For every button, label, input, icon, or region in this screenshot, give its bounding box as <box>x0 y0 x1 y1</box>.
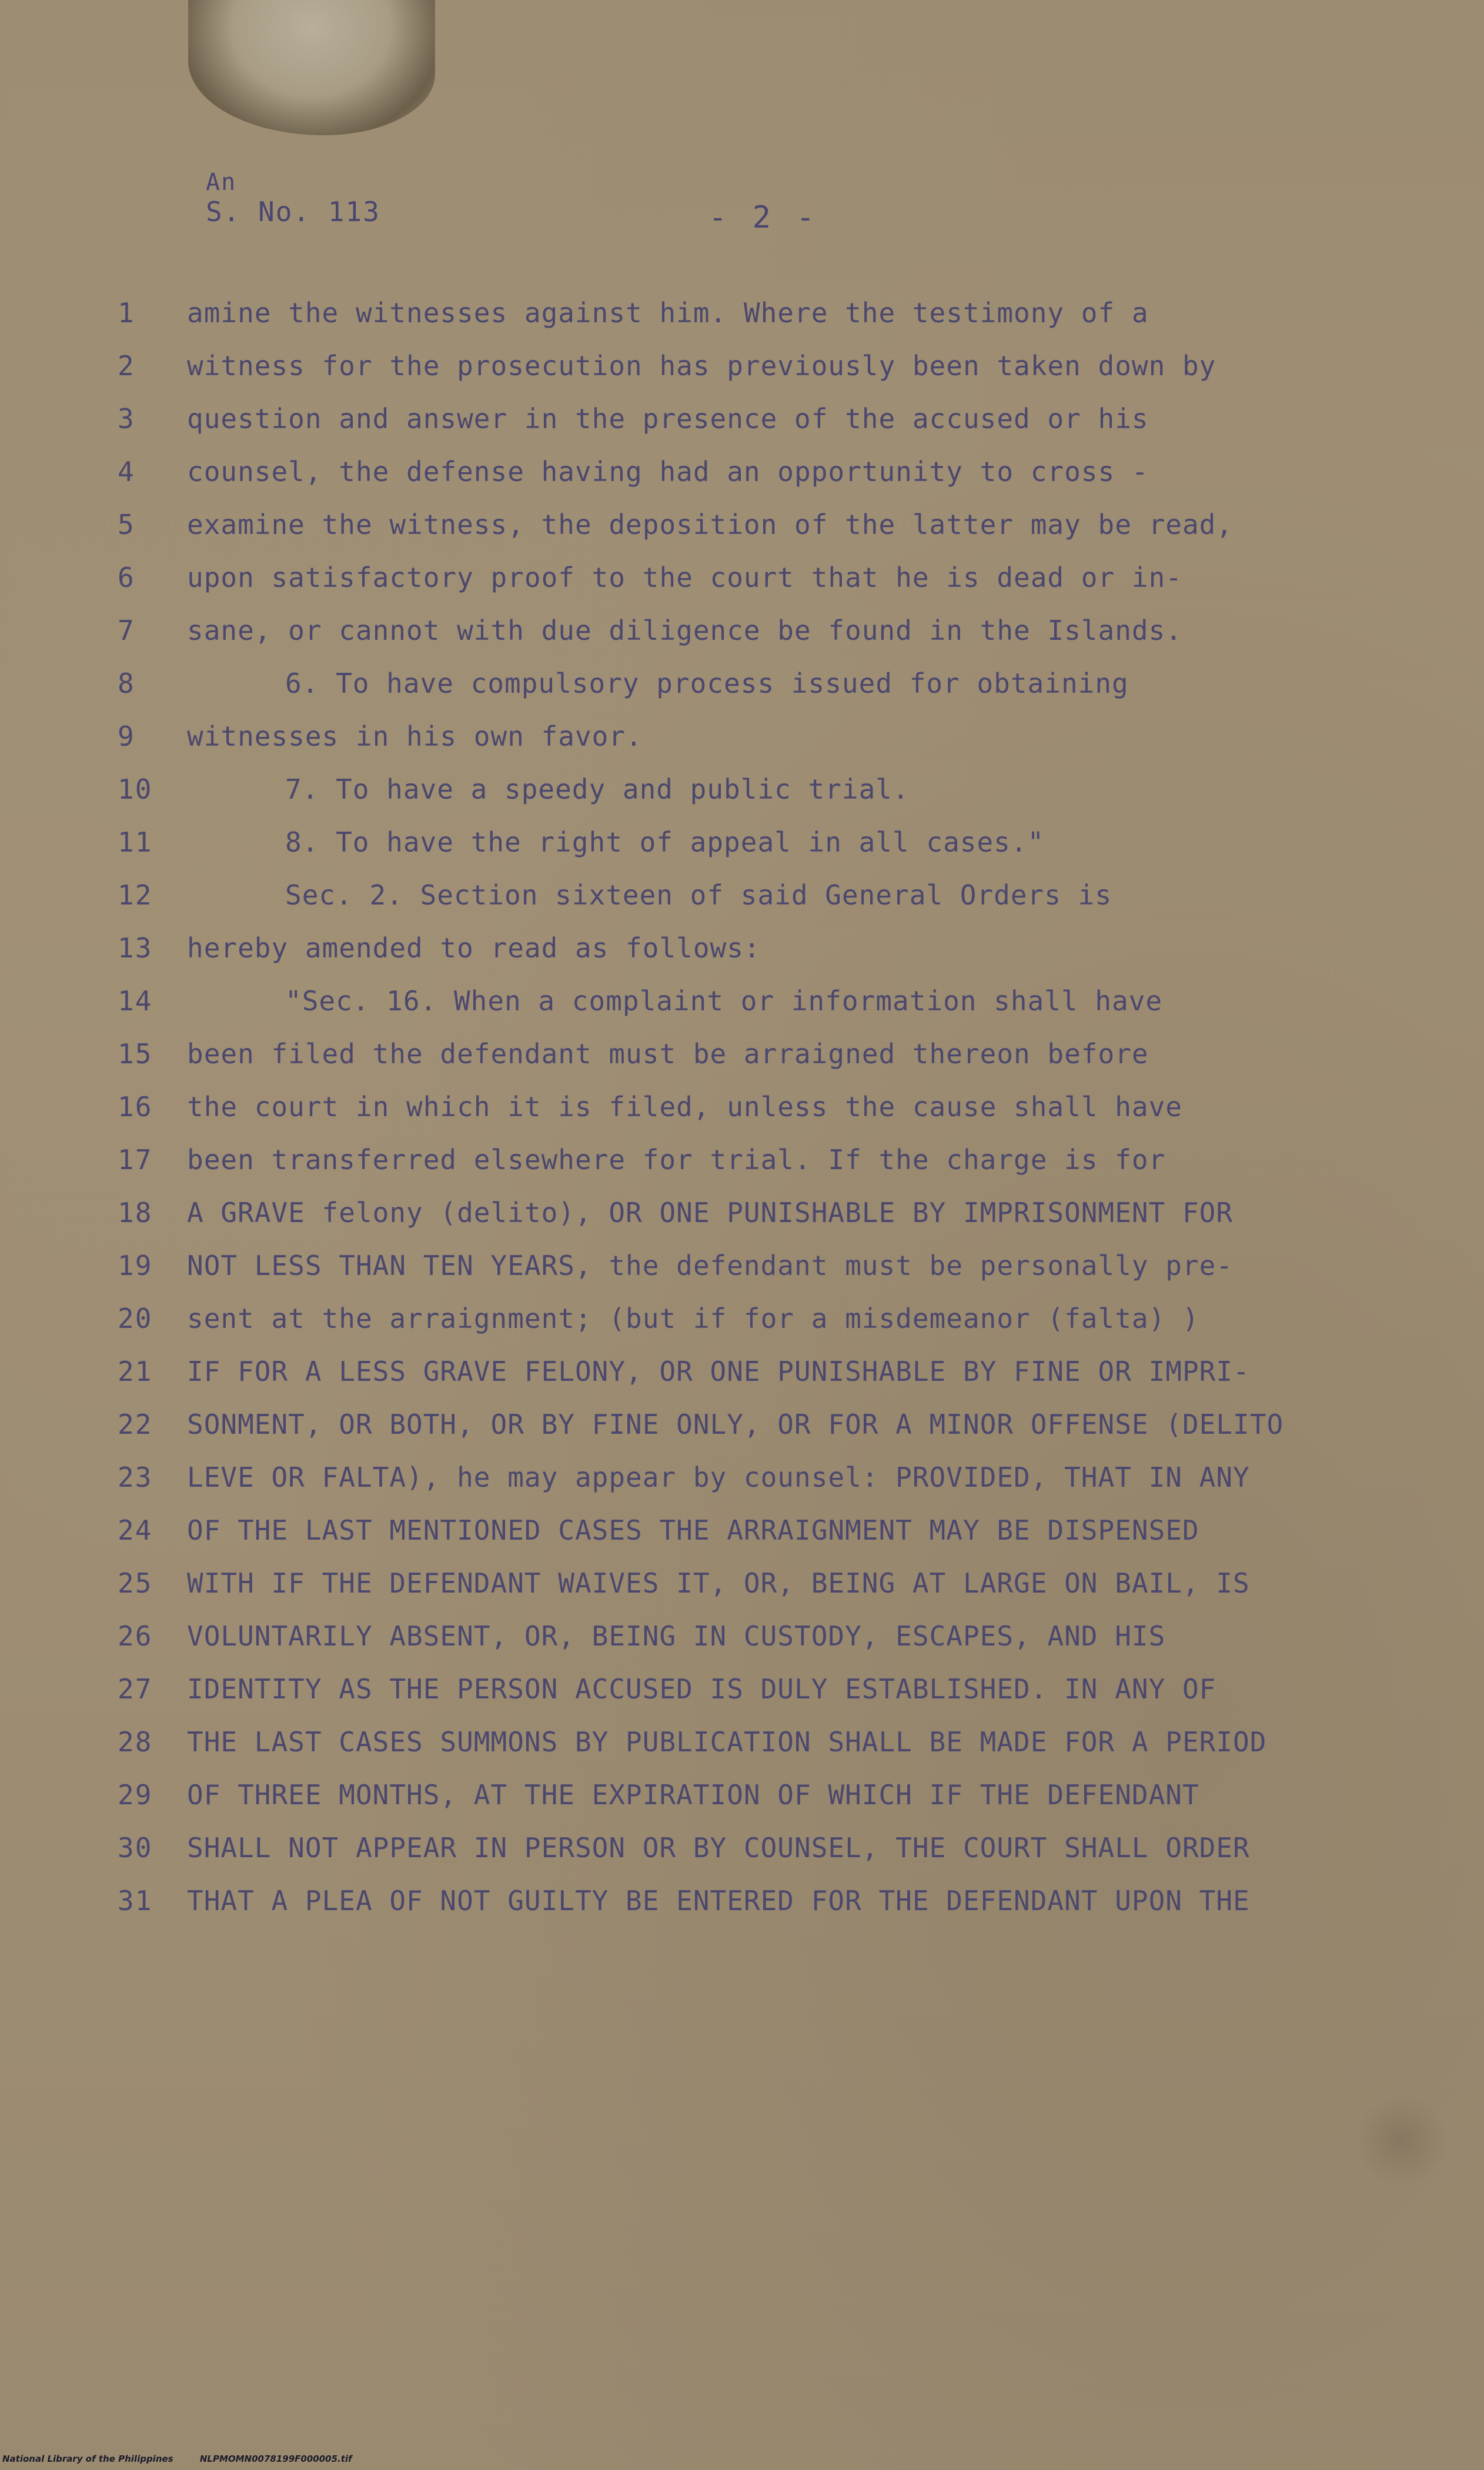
line-number: 26 <box>118 1620 153 1652</box>
header-prefix: An <box>206 169 237 196</box>
text-line <box>0 1779 1484 1832</box>
line-text: IF FOR A LESS GRAVE FELONY, OR ONE PUNISHABLE BY FINE OR IMPRI- <box>187 1356 1250 1387</box>
text-line <box>0 562 1484 615</box>
line-number: 13 <box>118 932 153 964</box>
text-line <box>0 985 1484 1038</box>
text-line <box>0 350 1484 403</box>
text-line <box>0 297 1484 350</box>
line-text: witness for the prosecution has previously been taken down by <box>187 350 1216 382</box>
text-line <box>0 1197 1484 1250</box>
line-text: THAT A PLEA OF NOT GUILTY BE ENTERED FOR THE DEFENDANT UPON THE <box>187 1885 1250 1917</box>
text-line <box>0 826 1484 879</box>
line-text: SHALL NOT APPEAR IN PERSON OR BY COUNSEL, THE COURT SHALL ORDER <box>187 1832 1250 1864</box>
line-text: sane, or cannot with due diligence be found in the Islands. <box>187 615 1182 646</box>
line-text: VOLUNTARILY ABSENT, OR, BEING IN CUSTODY, ESCAPES, AND HIS <box>187 1620 1166 1652</box>
line-number: 23 <box>118 1461 153 1493</box>
line-text: A GRAVE felony (delito), OR ONE PUNISHABLE BY IMPRISONMENT FOR <box>187 1197 1234 1229</box>
file-id: NLPMOMN0078199F000005.tif <box>199 2454 352 2464</box>
line-text: THE LAST CASES SUMMONS BY PUBLICATION SHALL BE MADE FOR A PERIOD <box>187 1726 1267 1758</box>
line-text: Sec. 2. Section sixteen of said General Orders is <box>285 879 1112 911</box>
line-number: 7 <box>118 615 135 646</box>
line-text: OF THE LAST MENTIONED CASES THE ARRAIGNMENT MAY BE DISPENSED <box>187 1514 1199 1546</box>
paper-stain <box>1355 2094 1449 2188</box>
line-number: 8 <box>118 667 135 699</box>
line-number: 18 <box>118 1197 153 1229</box>
line-text: the court in which it is filed, unless the cause shall have <box>187 1091 1182 1123</box>
line-number: 16 <box>118 1091 153 1123</box>
text-line <box>0 720 1484 773</box>
line-text: 7. To have a speedy and public trial. <box>285 773 910 805</box>
line-text: examine the witness, the deposition of the latter may be read, <box>187 509 1234 540</box>
line-number: 17 <box>118 1144 153 1176</box>
line-text: question and answer in the presence of the accused or his <box>187 403 1149 435</box>
line-number: 4 <box>118 456 135 488</box>
line-text: SONMENT, OR BOTH, OR BY FINE ONLY, OR FOR A MINOR OFFENSE (DELITO <box>187 1408 1284 1440</box>
line-number: 14 <box>118 985 153 1017</box>
library-credit: National Library of the Philippines <box>2 2454 173 2464</box>
line-text: IDENTITY AS THE PERSON ACCUSED IS DULY ESTABLISHED. IN ANY OF <box>187 1673 1216 1705</box>
line-number: 1 <box>118 297 135 329</box>
line-number: 30 <box>118 1832 153 1864</box>
text-line <box>0 667 1484 720</box>
line-number: 10 <box>118 773 153 805</box>
line-number: 9 <box>118 720 135 752</box>
line-number: 29 <box>118 1779 153 1811</box>
line-number: 2 <box>118 350 135 382</box>
text-line <box>0 879 1484 932</box>
scan-footer <box>2 2454 352 2464</box>
line-text: 6. To have compulsory process issued for obtaining <box>285 667 1129 699</box>
line-number: 20 <box>118 1303 153 1334</box>
text-line <box>0 1620 1484 1673</box>
text-line <box>0 1673 1484 1726</box>
line-text: been transferred elsewhere for trial. If the charge is for <box>187 1144 1166 1176</box>
text-line <box>0 1461 1484 1514</box>
text-line <box>0 932 1484 985</box>
text-line <box>0 1885 1484 1938</box>
text-line <box>0 403 1484 456</box>
text-line <box>0 1514 1484 1567</box>
bill-header <box>206 168 380 226</box>
line-number: 25 <box>118 1567 153 1599</box>
text-line <box>0 1408 1484 1461</box>
line-text: counsel, the defense having had an opportunity to cross - <box>187 456 1149 488</box>
line-number: 21 <box>118 1356 153 1387</box>
text-line <box>0 509 1484 562</box>
line-number: 15 <box>118 1038 153 1070</box>
line-number: 31 <box>118 1885 153 1917</box>
text-line <box>0 1038 1484 1091</box>
text-line <box>0 1144 1484 1197</box>
line-text: sent at the arraignment; (but if for a misdemeanor (falta) ) <box>187 1303 1199 1334</box>
page-number: - 2 - <box>708 200 818 235</box>
line-text: witnesses in his own favor. <box>187 720 643 752</box>
text-line <box>0 773 1484 826</box>
line-number: 6 <box>118 562 135 593</box>
line-number: 22 <box>118 1408 153 1440</box>
line-number: 28 <box>118 1726 153 1758</box>
text-line <box>0 615 1484 667</box>
line-number: 24 <box>118 1514 153 1546</box>
bill-number: S. No. 113 <box>206 196 380 228</box>
line-text: "Sec. 16. When a complaint or information shall have <box>285 985 1163 1017</box>
line-number: 5 <box>118 509 135 540</box>
text-line <box>0 1250 1484 1303</box>
line-number: 19 <box>118 1250 153 1281</box>
text-line <box>0 1356 1484 1408</box>
line-text: WITH IF THE DEFENDANT WAIVES IT, OR, BEING AT LARGE ON BAIL, IS <box>187 1567 1250 1599</box>
line-number: 11 <box>118 826 153 858</box>
line-text: upon satisfactory proof to the court that he is dead or in- <box>187 562 1182 593</box>
line-text: hereby amended to read as follows: <box>187 932 761 964</box>
text-line <box>0 1567 1484 1620</box>
line-text: been filed the defendant must be arraigned thereon before <box>187 1038 1149 1070</box>
line-text: amine the witnesses against him. Where the testimony of a <box>187 297 1149 329</box>
line-text: NOT LESS THAN TEN YEARS, the defendant must be personally pre- <box>187 1250 1234 1281</box>
line-text: LEVE OR FALTA), he may appear by counsel: PROVIDED, THAT IN ANY <box>187 1461 1250 1493</box>
text-line <box>0 1832 1484 1885</box>
line-number: 27 <box>118 1673 153 1705</box>
line-text: 8. To have the right of appeal in all cases." <box>285 826 1045 858</box>
text-line <box>0 1091 1484 1144</box>
paper-burn-damage <box>188 0 435 135</box>
text-line <box>0 1303 1484 1356</box>
text-line <box>0 456 1484 509</box>
line-number: 3 <box>118 403 135 435</box>
text-line <box>0 1726 1484 1779</box>
line-number: 12 <box>118 879 153 911</box>
line-text: OF THREE MONTHS, AT THE EXPIRATION OF WHICH IF THE DEFENDANT <box>187 1779 1199 1811</box>
